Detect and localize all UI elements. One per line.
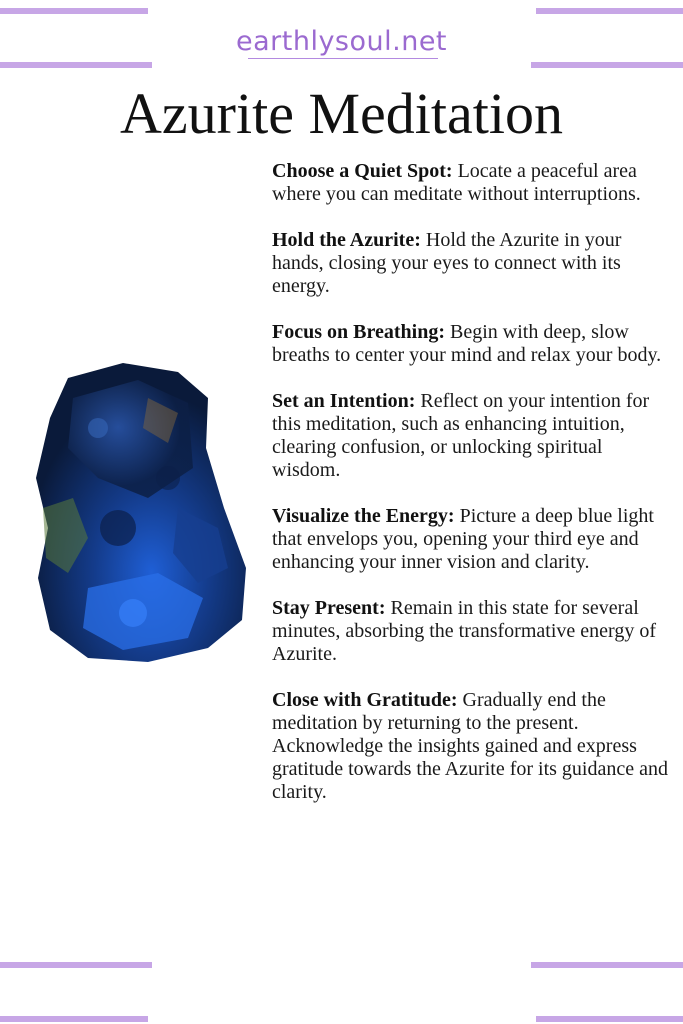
step-7-text: Gradually end the meditation by returning to the present. Acknowledge the insights gained and express gratitude towards the Azurite for its guidance and clarity. <box>272 689 668 803</box>
steps-list <box>272 160 672 827</box>
step-4-title: Set an Intention: <box>272 390 416 412</box>
brand-underline <box>248 58 438 59</box>
azurite-rock-image <box>28 358 254 668</box>
brand-logo[interactable]: earthlysoul.net <box>235 26 448 57</box>
decor-bar-bottom-left-1 <box>0 962 152 968</box>
step-6-title: Stay Present: <box>272 597 386 619</box>
step-5 <box>272 505 672 574</box>
step-3-title: Focus on Breathing: <box>272 321 445 343</box>
step-5-title: Visualize the Energy: <box>272 505 455 527</box>
step-5-text: Picture a deep blue light that envelops you, opening your third eye and enhancing your inner vision and clarity. <box>272 505 654 573</box>
step-6-text: Remain in this state for several minutes, absorbing the transformative energy of Azurite. <box>272 597 656 665</box>
decor-bar-bottom-right-1 <box>531 962 683 968</box>
step-1-title: Choose a Quiet Spot: <box>272 160 453 182</box>
step-7 <box>272 689 672 804</box>
step-2 <box>272 229 672 298</box>
step-1-text: Locate a peaceful area where you can meditate without interruptions. <box>272 160 641 205</box>
decor-bar-bottom-left-2 <box>0 1016 148 1022</box>
decor-bar-top-left-2 <box>0 62 152 68</box>
step-3 <box>272 321 672 367</box>
step-2-title: Hold the Azurite: <box>272 229 421 251</box>
decor-bar-top-left-1 <box>0 8 148 14</box>
page-title: Azurite Meditation <box>120 81 563 146</box>
decor-bar-bottom-right-2 <box>536 1016 683 1022</box>
step-3-text: Begin with deep, slow breaths to center your mind and relax your body. <box>272 321 662 366</box>
step-4-text: Reflect on your intention for this meditation, such as enhancing intuition, clearing confusion, or unlocking spiritual wisdom. <box>272 390 650 481</box>
step-1 <box>272 160 672 206</box>
decor-bar-top-right-2 <box>531 62 683 68</box>
step-7-title: Close with Gratitude: <box>272 689 458 711</box>
step-4 <box>272 390 672 482</box>
decor-bar-top-right-1 <box>536 8 683 14</box>
step-2-text: Hold the Azurite in your hands, closing your eyes to connect with its energy. <box>272 229 622 297</box>
step-6 <box>272 597 672 666</box>
